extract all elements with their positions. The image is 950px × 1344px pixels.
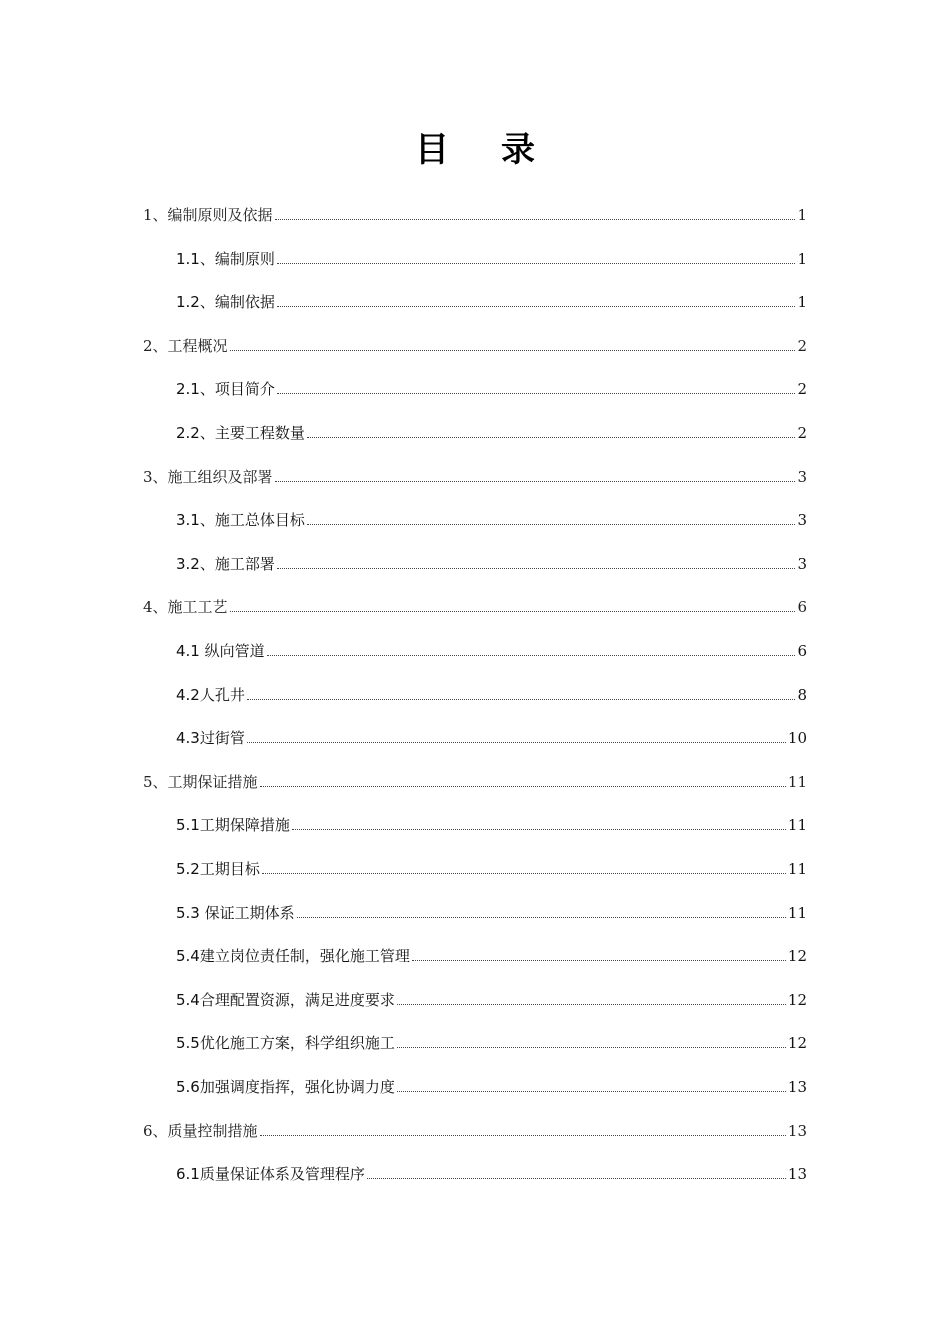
- toc-subsection-entry[interactable]: [176, 1025, 807, 1053]
- toc-entry-title: 4.2人孔井: [176, 685, 245, 704]
- toc-dot-leader: [260, 785, 786, 787]
- toc-page-number: 12: [787, 990, 807, 1009]
- toc-dot-leader: [277, 392, 796, 394]
- toc-entry-title: 4.3过街管: [176, 729, 245, 748]
- toc-page-number: 1: [797, 293, 807, 312]
- toc-subsection-entry[interactable]: [176, 807, 807, 835]
- toc-subsection-entry[interactable]: [176, 677, 807, 705]
- toc-entry-title: 2.2、主要工程数量: [176, 424, 305, 442]
- toc-entry-title: 3、施工组织及部署: [143, 467, 273, 486]
- toc-entry-title: 2.1、项目简介: [176, 380, 275, 399]
- toc-page-number: 2: [797, 336, 807, 355]
- toc-dot-leader: [247, 698, 796, 700]
- toc-entry-title: 5.3 保证工期体系: [176, 903, 295, 922]
- toc-entry-title: 4.1 纵向管道: [176, 642, 265, 660]
- toc-entry-title: 2、工程概况: [143, 336, 228, 355]
- toc-section-entry[interactable]: [143, 1113, 807, 1141]
- toc-entry-title: 6.1质量保证体系及管理程序: [176, 1165, 365, 1184]
- toc-entry-title: 1.1、编制原则: [176, 249, 275, 268]
- toc-dot-leader: [247, 741, 786, 743]
- toc-dot-leader: [260, 1134, 786, 1136]
- toc-dot-leader: [307, 523, 796, 525]
- toc-dot-leader: [292, 828, 786, 830]
- toc-dot-leader: [275, 218, 796, 220]
- toc-entry-title: 5.4合理配置资源，满足进度要求: [176, 990, 395, 1009]
- toc-page-number: 13: [787, 1078, 807, 1096]
- toc-title-char: 目: [415, 130, 449, 170]
- toc-subsection-entry[interactable]: [176, 284, 807, 312]
- toc-entry-title: 6、质量控制措施: [143, 1121, 258, 1140]
- toc-entry-title: 3.1、施工总体目标: [176, 511, 305, 530]
- toc-entry-title: 4、施工工艺: [143, 598, 228, 617]
- toc-page-number: 2: [797, 380, 807, 399]
- toc-entry-title: 1、编制原则及依据: [143, 206, 273, 224]
- toc-subsection-entry[interactable]: [176, 415, 807, 443]
- toc-section-entry[interactable]: [143, 589, 807, 617]
- toc-subsection-entry[interactable]: [176, 720, 807, 748]
- toc-subsection-entry[interactable]: [176, 546, 807, 574]
- toc-page-number: 12: [787, 1034, 807, 1053]
- toc-page-number: 11: [787, 816, 807, 835]
- toc-dot-leader: [397, 1090, 786, 1092]
- toc-dot-leader: [267, 654, 796, 656]
- toc-subsection-entry[interactable]: [176, 1069, 807, 1097]
- toc-page-number: 13: [787, 1165, 807, 1184]
- toc-title-char: 录: [501, 130, 535, 170]
- toc-subsection-entry[interactable]: [176, 371, 807, 399]
- toc-dot-leader: [275, 480, 796, 482]
- toc-subsection-entry[interactable]: [176, 851, 807, 879]
- toc-page-number: 13: [787, 1121, 807, 1140]
- toc-subsection-entry[interactable]: [176, 241, 807, 269]
- toc-entry-title: 5、工期保证措施: [143, 772, 258, 791]
- toc-section-entry[interactable]: [143, 328, 807, 356]
- toc-entry-title: 5.2工期目标: [176, 860, 260, 878]
- toc-page-number: 6: [797, 642, 807, 660]
- toc-page-number: 3: [797, 554, 807, 573]
- toc-dot-leader: [297, 916, 786, 918]
- toc-page-number: 10: [787, 729, 807, 748]
- toc-subsection-entry[interactable]: [176, 895, 807, 923]
- toc-dot-leader: [262, 872, 786, 874]
- toc-page-number: 3: [797, 467, 807, 486]
- toc-entry-title: 5.5优化施工方案，科学组织施工: [176, 1034, 395, 1053]
- toc-title: [0, 128, 950, 172]
- toc-subsection-entry[interactable]: [176, 502, 807, 530]
- toc-dot-leader: [230, 349, 796, 351]
- toc-dot-leader: [230, 610, 796, 612]
- toc-page-number: 12: [787, 947, 807, 966]
- toc-page-number: 1: [797, 249, 807, 268]
- toc-page-number: 6: [797, 598, 807, 617]
- toc-page-number: 11: [787, 772, 807, 791]
- toc-entry-title: 1.2、编制依据: [176, 293, 275, 312]
- toc-dot-leader: [412, 959, 786, 961]
- toc-dot-leader: [277, 305, 796, 307]
- toc-dot-leader: [397, 1003, 786, 1005]
- toc-dot-leader: [397, 1046, 786, 1048]
- toc-entry-title: 5.6加强调度指挥，强化协调力度: [176, 1078, 395, 1096]
- toc-dot-leader: [277, 567, 796, 569]
- toc-section-entry[interactable]: [143, 197, 807, 225]
- toc-page-number: 8: [797, 685, 807, 704]
- toc-section-entry[interactable]: [143, 764, 807, 792]
- toc-section-entry[interactable]: [143, 459, 807, 487]
- toc-page-number: 2: [797, 424, 807, 442]
- toc-page-number: 3: [797, 511, 807, 530]
- toc-subsection-entry[interactable]: [176, 938, 807, 966]
- toc-page-number: 11: [787, 860, 807, 878]
- toc-entry-title: 5.1工期保障措施: [176, 816, 290, 835]
- toc-dot-leader: [277, 262, 796, 264]
- toc-dot-leader: [307, 436, 796, 438]
- toc-page-number: 1: [797, 206, 807, 224]
- toc-subsection-entry[interactable]: [176, 633, 807, 661]
- toc-dot-leader: [367, 1177, 786, 1179]
- toc-entry-title: 5.4建立岗位责任制，强化施工管理: [176, 947, 410, 966]
- toc-page-number: 11: [787, 903, 807, 922]
- toc-entry-title: 3.2、施工部署: [176, 554, 275, 573]
- toc-subsection-entry[interactable]: [176, 982, 807, 1010]
- toc-subsection-entry[interactable]: [176, 1156, 807, 1184]
